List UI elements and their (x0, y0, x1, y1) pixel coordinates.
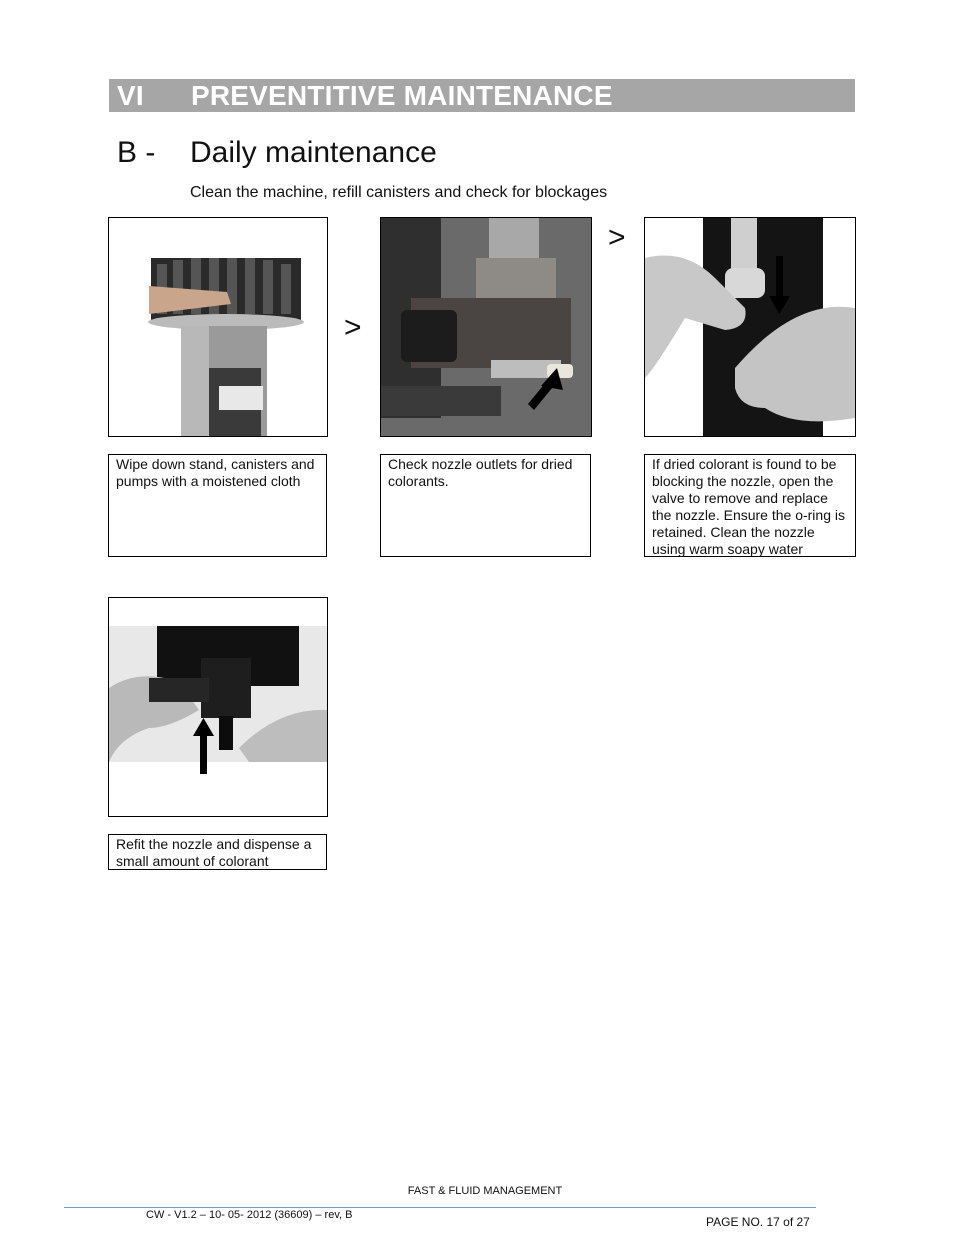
step-separator: > (344, 311, 362, 344)
section-number: VI (117, 80, 144, 111)
section-title: PREVENTITIVE MAINTENANCE (191, 80, 613, 111)
footer-doc-ref: CW - V1.2 – 10- 05- 2012 (36609) – rev, B (146, 1209, 353, 1221)
subsection-number: B - (117, 136, 156, 169)
nozzle-removal-photo (644, 217, 856, 437)
step-caption: Wipe down stand, canisters and pumps with a moistened cloth (108, 454, 327, 557)
step-separator: > (608, 221, 626, 254)
subsection-title: Daily maintenance (190, 136, 437, 169)
footer-page-number: PAGE NO. 17 of 27 (706, 1215, 810, 1229)
section-header-bar (109, 79, 855, 112)
nozzle-refit-photo (108, 597, 328, 817)
step-caption: If dried colorant is found to be blocking the nozzle, open the valve to remove and replace the nozzle. Ensure the o-ring is retained. Clean the nozzle using warm soapy water (644, 454, 856, 557)
step-caption: Check nozzle outlets for dried colorants. (380, 454, 591, 557)
step-caption: Refit the nozzle and dispense a small amount of colorant (108, 834, 327, 870)
footer-rule (64, 1207, 816, 1208)
intro-text: Clean the machine, refill canisters and check for blockages (190, 184, 608, 201)
dispenser-stand-photo (108, 217, 328, 437)
nozzle-outlet-photo (380, 217, 592, 437)
footer-company: FAST & FLUID MANAGEMENT (407, 1185, 563, 1197)
